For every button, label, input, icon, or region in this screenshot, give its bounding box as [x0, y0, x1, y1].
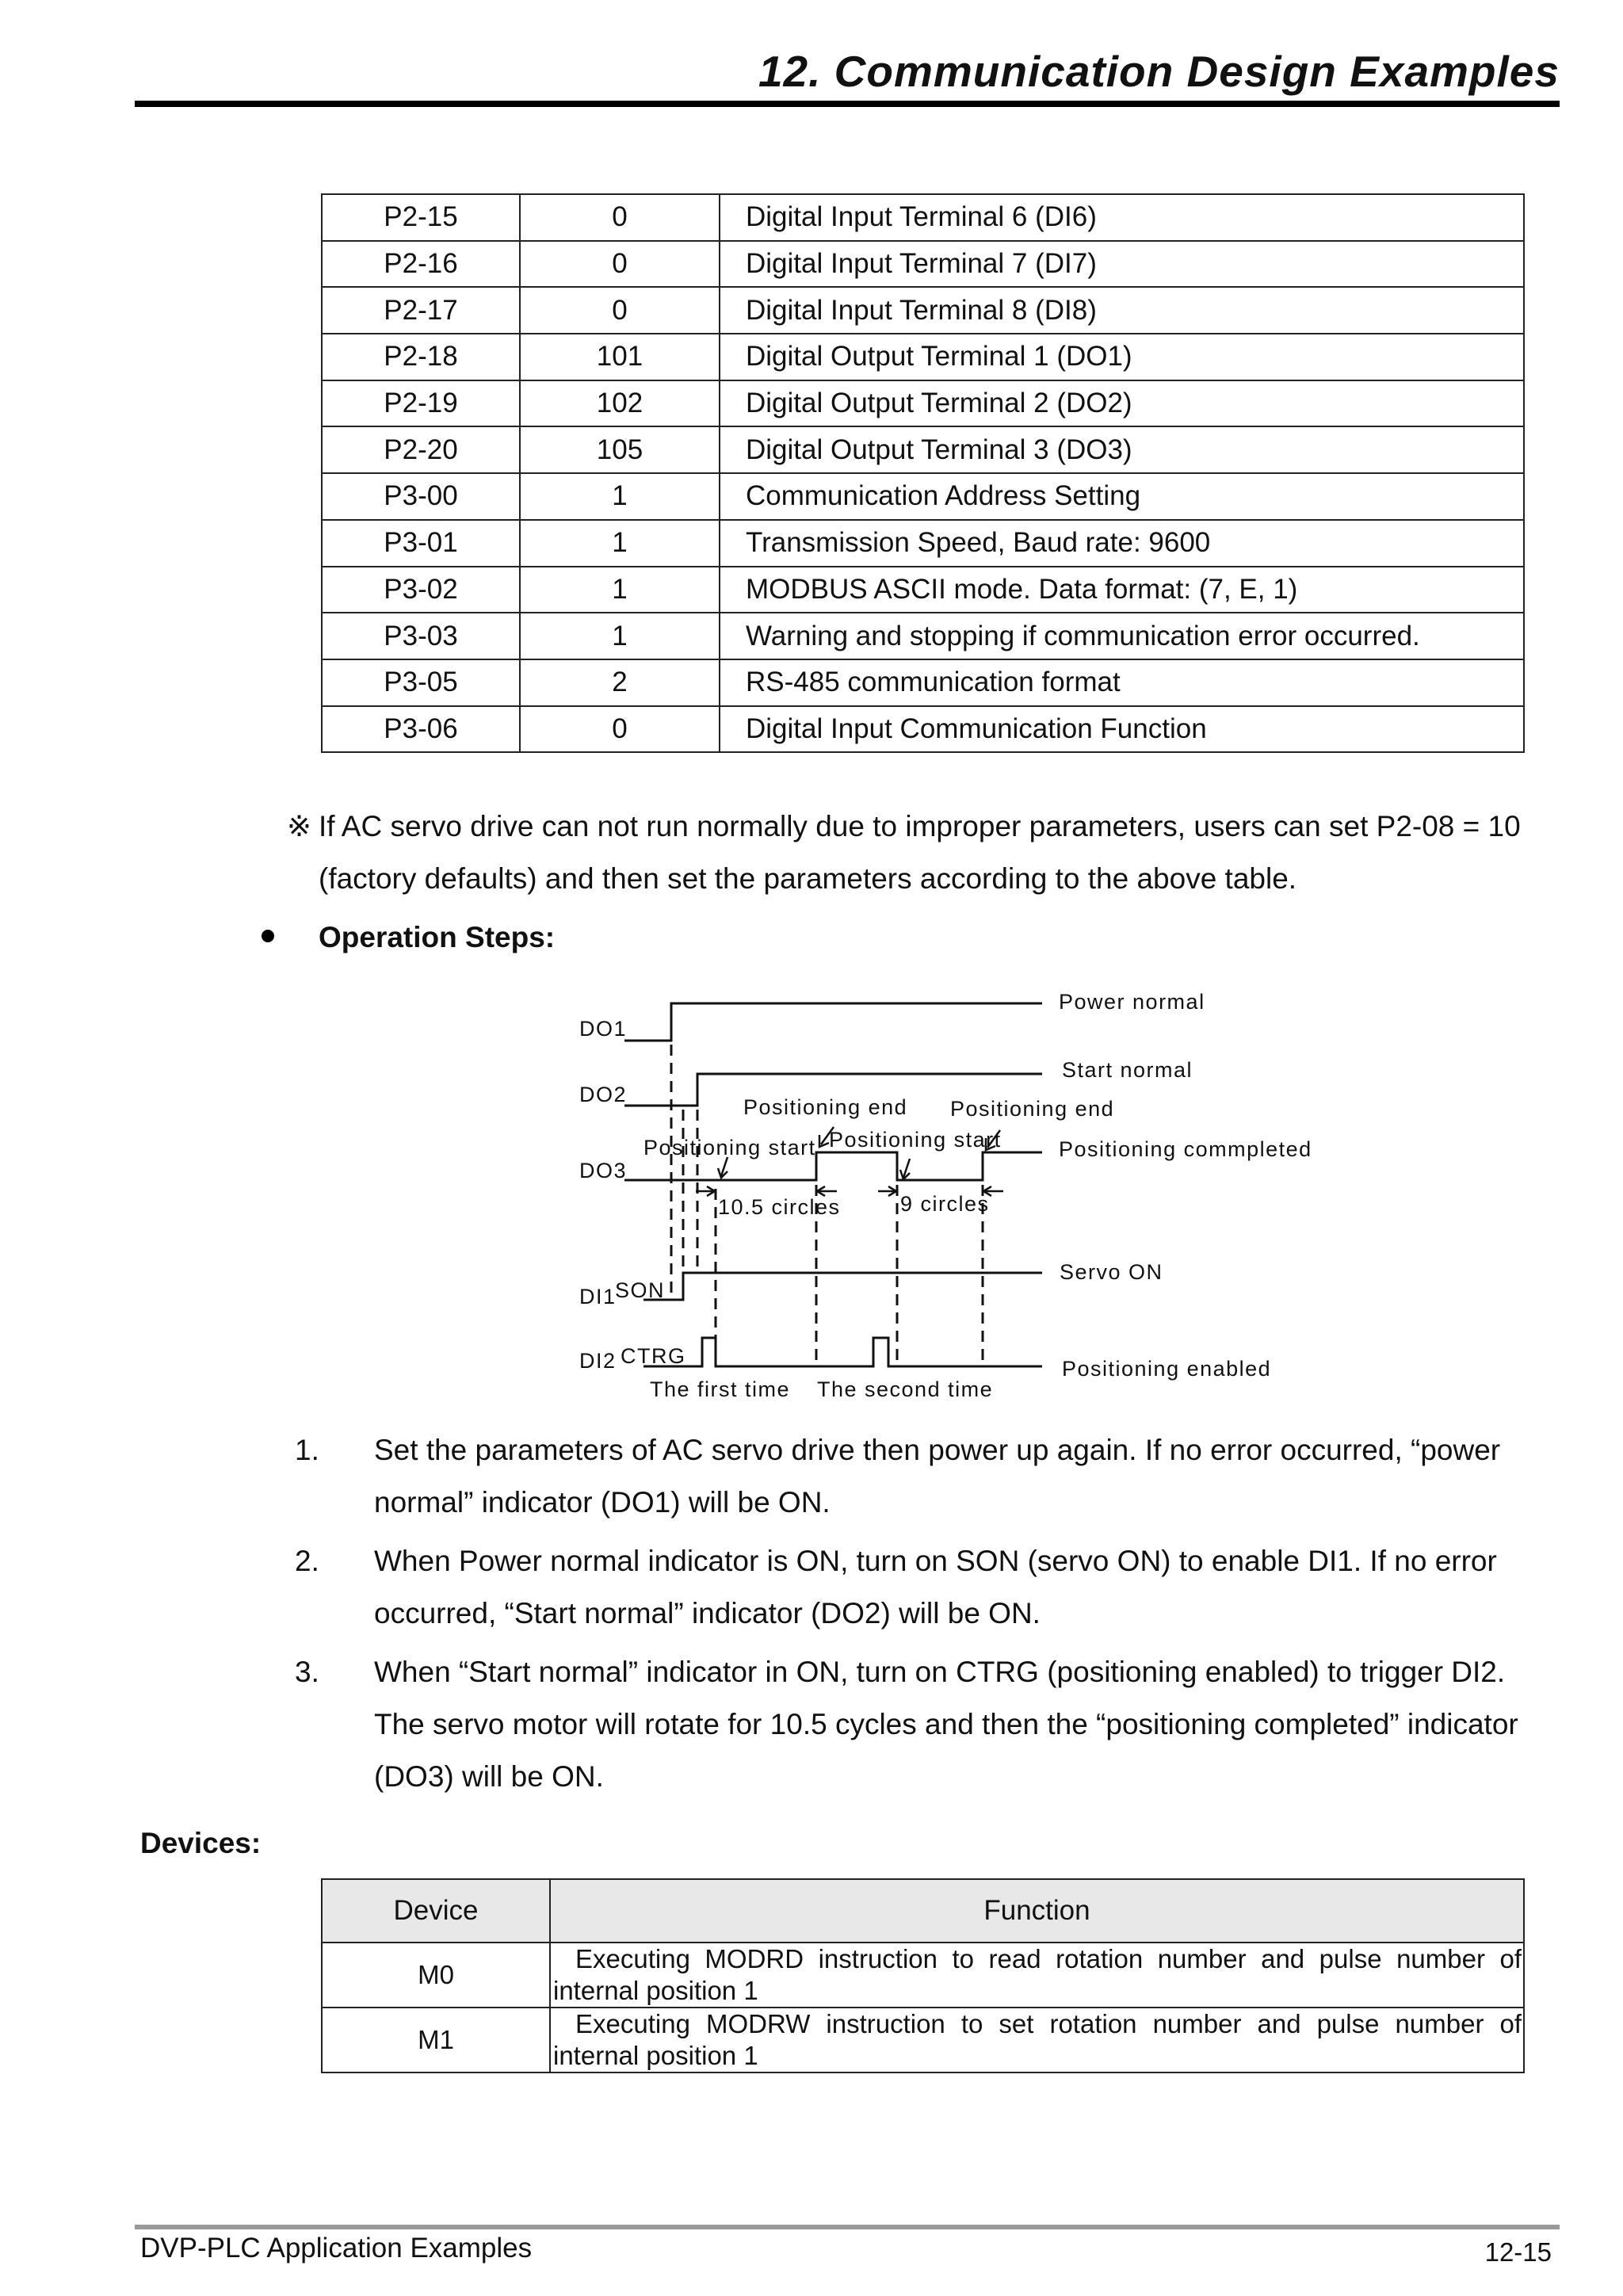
device-cell: M0 [322, 1943, 550, 2008]
param-cell: P2-17 [322, 287, 520, 334]
param-cell: P2-18 [322, 334, 520, 380]
devices-header-function: Function [550, 1879, 1524, 1943]
param-cell: P3-03 [322, 613, 520, 659]
description-cell: Warning and stopping if communication error occurred. [720, 613, 1524, 659]
label-positioning-completed: Positioning commpleted [1059, 1137, 1312, 1161]
description-cell: Digital Input Terminal 7 (DI7) [720, 241, 1524, 288]
description-cell: Digital Input Terminal 6 (DI6) [720, 194, 1524, 241]
label-ctrg: CTRG [621, 1344, 686, 1368]
step-line: The servo motor will rotate for 10.5 cycles and then the “positioning completed” indicator [374, 1708, 1518, 1740]
step-number: 1. [295, 1434, 319, 1466]
value-cell: 0 [520, 241, 720, 288]
table-row [322, 1943, 1524, 2008]
label-power-normal: Power normal [1059, 990, 1205, 1014]
label-positioning-start-2: Positioning start [829, 1128, 1002, 1152]
description-cell: RS-485 communication format [720, 659, 1524, 706]
footer-title: DVP-PLC Application Examples [140, 2233, 533, 2264]
description-cell: Digital Output Terminal 3 (DO3) [720, 426, 1524, 473]
value-cell: 101 [520, 334, 720, 380]
label-son: SON [615, 1278, 666, 1302]
label-di2: DI2 [579, 1349, 617, 1373]
value-cell: 2 [520, 659, 720, 706]
description-cell: MODBUS ASCII mode. Data format: (7, E, 1) [720, 567, 1524, 613]
chapter-title: 12. Communication Design Examples [758, 47, 1560, 96]
step-line: (DO3) will be ON. [374, 1760, 604, 1793]
step-line: occurred, “Start normal” indicator (DO2) will be ON. [374, 1597, 1041, 1629]
device-cell: M1 [322, 2008, 550, 2073]
step-line: When Power normal indicator is ON, turn on SON (servo ON) to enable DI1. If no error [374, 1545, 1497, 1577]
description-cell: Digital Input Terminal 8 (DI8) [720, 287, 1524, 334]
step-number: 3. [295, 1656, 319, 1688]
value-cell: 1 [520, 613, 720, 659]
label-circles-1: 10.5 circles [718, 1195, 841, 1219]
label-do3: DO3 [579, 1159, 628, 1182]
devices-header-row [322, 1879, 1524, 1943]
step-3 [295, 1646, 1563, 1803]
label-positioning-enabled: Positioning enabled [1062, 1357, 1272, 1381]
devices-header-device: Device [322, 1879, 550, 1943]
label-first-time: The first time [650, 1377, 791, 1401]
value-cell: 0 [520, 287, 720, 334]
function-cell: Executing MODRW instruction to set rotation number and pulse number of internal position 1 [550, 2008, 1524, 2073]
value-cell: 1 [520, 567, 720, 613]
page-number: 12-15 [1484, 2237, 1552, 2267]
label-positioning-end-1: Positioning end [743, 1095, 908, 1119]
reference-mark: ※ [287, 810, 312, 842]
note-line-2: (factory defaults) and then set the parameters according to the above table. [319, 862, 1297, 895]
label-positioning-start-1: Positioning start [643, 1136, 816, 1159]
label-servo-on: Servo ON [1060, 1260, 1163, 1284]
param-cell: P2-19 [322, 380, 520, 427]
param-cell: P3-02 [322, 567, 520, 613]
do1-waveform [624, 1003, 1042, 1041]
value-cell: 105 [520, 426, 720, 473]
value-cell: 102 [520, 380, 720, 427]
devices-table [321, 1878, 1525, 2073]
description-cell: Digital Output Terminal 1 (DO1) [720, 334, 1524, 380]
description-cell: Digital Input Communication Function [720, 706, 1524, 753]
step-line: normal” indicator (DO1) will be ON. [374, 1486, 831, 1519]
param-cell: P3-05 [322, 659, 520, 706]
value-cell: 0 [520, 194, 720, 241]
param-cell: P3-01 [322, 520, 520, 567]
footer-rule [135, 2225, 1560, 2229]
label-di1: DI1 [579, 1285, 617, 1308]
table-row [322, 2008, 1524, 2073]
label-do2: DO2 [579, 1083, 628, 1106]
step-2 [295, 1535, 1563, 1640]
note-line-1: If AC servo drive can not run normally due to improper parameters, users can set P2-08 = 10 [319, 810, 1521, 842]
description-cell: Communication Address Setting [720, 473, 1524, 520]
step-line: When “Start normal” indicator in ON, turn on CTRG (positioning enabled) to trigger DI2. [374, 1656, 1506, 1688]
label-do1: DO1 [579, 1017, 628, 1041]
label-start-normal: Start normal [1062, 1058, 1193, 1082]
description-cell: Transmission Speed, Baud rate: 9600 [720, 520, 1524, 567]
function-cell: Executing MODRD instruction to read rotation number and pulse number of internal position 1 [550, 1943, 1524, 2008]
param-cell: P2-20 [322, 426, 520, 473]
value-cell: 1 [520, 520, 720, 567]
operation-steps-title: Operation Steps: [319, 921, 556, 953]
label-circles-2: 9 circles [900, 1192, 990, 1216]
param-cell: P2-15 [322, 194, 520, 241]
description-cell: Digital Output Terminal 2 (DO2) [720, 380, 1524, 427]
step-1 [295, 1424, 1563, 1529]
label-second-time: The second time [817, 1377, 994, 1401]
devices-heading: Devices: [140, 1827, 262, 1859]
value-cell: 0 [520, 706, 720, 753]
label-positioning-end-2: Positioning end [950, 1097, 1115, 1121]
param-cell: P3-06 [322, 706, 520, 753]
step-line: Set the parameters of AC servo drive then power up again. If no error occurred, “power [374, 1434, 1501, 1466]
param-cell: P2-16 [322, 241, 520, 288]
value-cell: 1 [520, 473, 720, 520]
step-number: 2. [295, 1545, 319, 1577]
param-cell: P3-00 [322, 473, 520, 520]
